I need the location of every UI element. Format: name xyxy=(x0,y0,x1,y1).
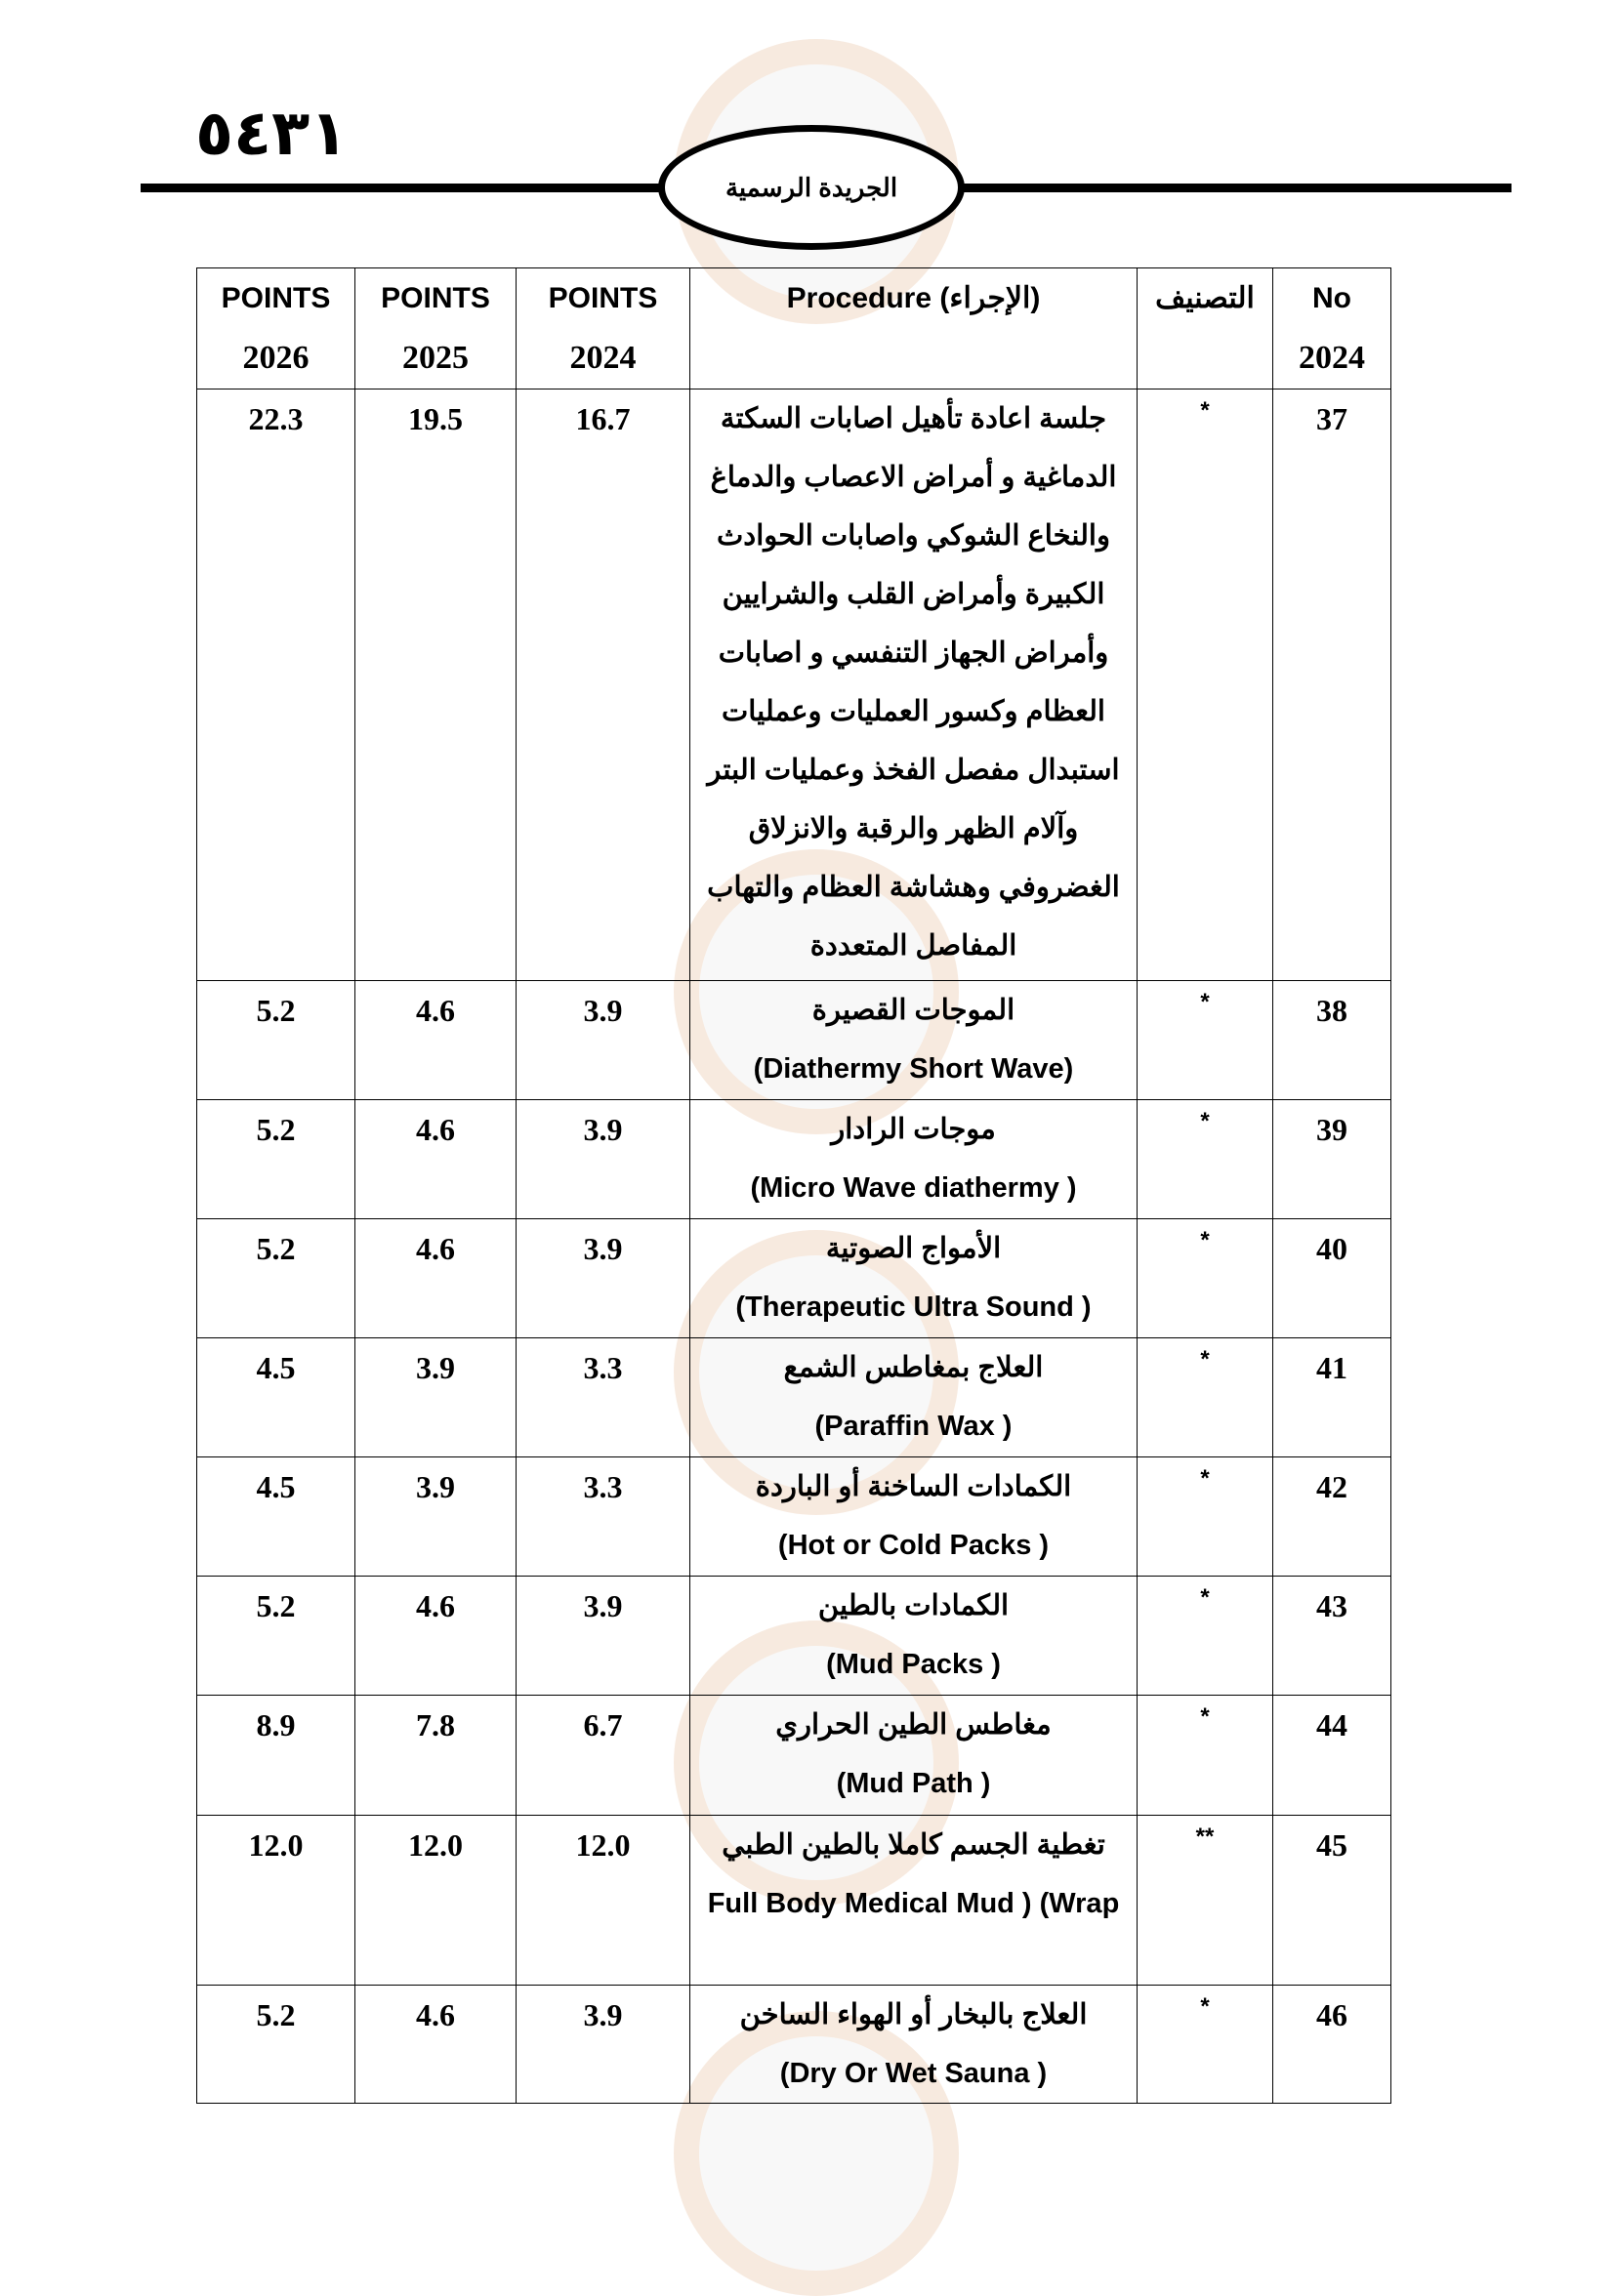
header-points-2025: POINTS 2025 xyxy=(355,268,517,390)
procedure-cell xyxy=(690,981,1138,1100)
procedure-english: (Diathermy Short Wave) xyxy=(753,1053,1074,1085)
procedure-english: (Mud Packs ) xyxy=(826,1649,1001,1680)
gazette-title: الجريدة الرسمية xyxy=(658,125,965,250)
table-row xyxy=(197,981,1391,1100)
header-points-2026: POINTS 2026 xyxy=(197,268,355,390)
points-2024-cell: 3.3 xyxy=(517,1338,690,1457)
points-2024-cell: 16.7 xyxy=(517,390,690,981)
classification-cell: * xyxy=(1138,1338,1273,1457)
points-2026-cell: 5.2 xyxy=(197,981,355,1100)
procedure-arabic: العلاج بمغاطس الشمع xyxy=(783,1352,1044,1383)
points-2025-cell: 4.6 xyxy=(355,1219,517,1338)
classification-cell: * xyxy=(1138,1577,1273,1696)
no-cell: 43 xyxy=(1273,1577,1391,1696)
no-cell: 46 xyxy=(1273,1986,1391,2104)
procedure-cell xyxy=(690,1577,1138,1696)
header-procedure: Procedure (الإجراء) xyxy=(690,268,1138,390)
no-cell: 40 xyxy=(1273,1219,1391,1338)
table-row xyxy=(197,1816,1391,1986)
classification-cell: * xyxy=(1138,1100,1273,1219)
header-no: No 2024 xyxy=(1273,268,1391,390)
points-2026-cell: 5.2 xyxy=(197,1100,355,1219)
procedure-cell xyxy=(690,1816,1138,1986)
no-cell: 39 xyxy=(1273,1100,1391,1219)
table-row xyxy=(197,390,1391,981)
procedure-cell xyxy=(690,1696,1138,1816)
procedure-arabic: تغطية الجسم كاملا بالطين الطبي xyxy=(722,1829,1105,1861)
no-cell: 42 xyxy=(1273,1457,1391,1577)
table-row xyxy=(197,1100,1391,1219)
header-classification: التصنيف xyxy=(1138,268,1273,390)
no-cell: 37 xyxy=(1273,390,1391,981)
procedure-english: (Mud Path ) xyxy=(836,1768,991,1799)
no-cell: 41 xyxy=(1273,1338,1391,1457)
points-2026-cell: 8.9 xyxy=(197,1696,355,1816)
procedure-arabic: الموجات القصيرة xyxy=(811,995,1015,1026)
points-2026-cell: 12.0 xyxy=(197,1816,355,1986)
points-2024-cell: 3.9 xyxy=(517,981,690,1100)
procedure-arabic: العلاج بالبخار أو الهواء الساخن xyxy=(739,1999,1088,2030)
table-row xyxy=(197,1577,1391,1696)
page-number: ٥٤٣١ xyxy=(195,98,349,170)
points-2025-cell: 7.8 xyxy=(355,1696,517,1816)
points-2025-cell: 12.0 xyxy=(355,1816,517,1986)
procedure-cell xyxy=(690,1219,1138,1338)
procedure-arabic: الأمواج الصوتية xyxy=(825,1233,1002,1264)
procedure-arabic: الكمادات الساخنة أو الباردة xyxy=(755,1471,1072,1502)
points-2026-cell: 5.2 xyxy=(197,1986,355,2104)
points-2024-cell: 6.7 xyxy=(517,1696,690,1816)
no-cell: 44 xyxy=(1273,1696,1391,1816)
procedure-english: (Paraffin Wax ) xyxy=(814,1411,1013,1442)
procedures-table xyxy=(196,267,1391,2104)
points-2026-cell: 5.2 xyxy=(197,1577,355,1696)
points-2025-cell: 4.6 xyxy=(355,1577,517,1696)
procedure-cell xyxy=(690,1457,1138,1577)
points-2025-cell: 19.5 xyxy=(355,390,517,981)
points-2026-cell: 22.3 xyxy=(197,390,355,981)
procedure-arabic: مغاطس الطين الحراري xyxy=(775,1709,1052,1741)
classification-cell: ** xyxy=(1138,1816,1273,1986)
points-2024-cell: 3.9 xyxy=(517,1986,690,2104)
points-2024-cell: 12.0 xyxy=(517,1816,690,1986)
classification-cell: * xyxy=(1138,1219,1273,1338)
points-2024-cell: 3.9 xyxy=(517,1577,690,1696)
procedure-arabic: جلسة اعادة تأهيل اصابات السكتة الدماغية و أمراض الاعصاب والدماغ والنخاع الشوكي واصابات الحوادث الكبيرة وأمراض القلب والشرايين وأمراض الجهاز التنفسي و اصابات العظام وكسور العمليات وعمليات استبدال مفصل الفخذ وعمليات البتر وآلام الظهر والرقبة والانزلاق الغضروفي وهشاشة العظام والتهاب المفاصل المتعددة xyxy=(707,403,1120,962)
procedure-cell xyxy=(690,1986,1138,2104)
procedure-cell xyxy=(690,390,1138,981)
procedure-english: (Micro Wave diathermy ) xyxy=(750,1172,1077,1204)
points-2025-cell: 4.6 xyxy=(355,1986,517,2104)
table-row xyxy=(197,1696,1391,1816)
points-2025-cell: 4.6 xyxy=(355,981,517,1100)
points-2024-cell: 3.9 xyxy=(517,1100,690,1219)
classification-cell: * xyxy=(1138,981,1273,1100)
table-row xyxy=(197,1457,1391,1577)
classification-cell: * xyxy=(1138,390,1273,981)
table-header-row xyxy=(197,268,1391,390)
procedure-english: (Therapeutic Ultra Sound ) xyxy=(735,1292,1092,1323)
procedure-cell xyxy=(690,1100,1138,1219)
no-cell: 38 xyxy=(1273,981,1391,1100)
no-cell: 45 xyxy=(1273,1816,1391,1986)
procedure-arabic: الكمادات بالطين xyxy=(817,1590,1010,1621)
table-row xyxy=(197,1338,1391,1457)
points-2025-cell: 4.6 xyxy=(355,1100,517,1219)
classification-cell: * xyxy=(1138,1986,1273,2104)
classification-cell: * xyxy=(1138,1457,1273,1577)
procedure-arabic: موجات الرادار xyxy=(831,1114,996,1145)
points-2026-cell: 4.5 xyxy=(197,1457,355,1577)
points-2026-cell: 5.2 xyxy=(197,1219,355,1338)
procedure-english: (Dry Or Wet Sauna ) xyxy=(779,2058,1048,2089)
points-2026-cell: 4.5 xyxy=(197,1338,355,1457)
points-2025-cell: 3.9 xyxy=(355,1457,517,1577)
points-2024-cell: 3.3 xyxy=(517,1457,690,1577)
procedure-cell xyxy=(690,1338,1138,1457)
procedure-english: (Hot or Cold Packs ) xyxy=(777,1530,1050,1561)
header-points-2024: POINTS 2024 xyxy=(517,268,690,390)
points-2025-cell: 3.9 xyxy=(355,1338,517,1457)
table-row xyxy=(197,1986,1391,2104)
procedure-english: Full Body Medical Mud ) (Wrap xyxy=(707,1888,1120,1919)
table-row xyxy=(197,1219,1391,1338)
points-2024-cell: 3.9 xyxy=(517,1219,690,1338)
classification-cell: * xyxy=(1138,1696,1273,1816)
